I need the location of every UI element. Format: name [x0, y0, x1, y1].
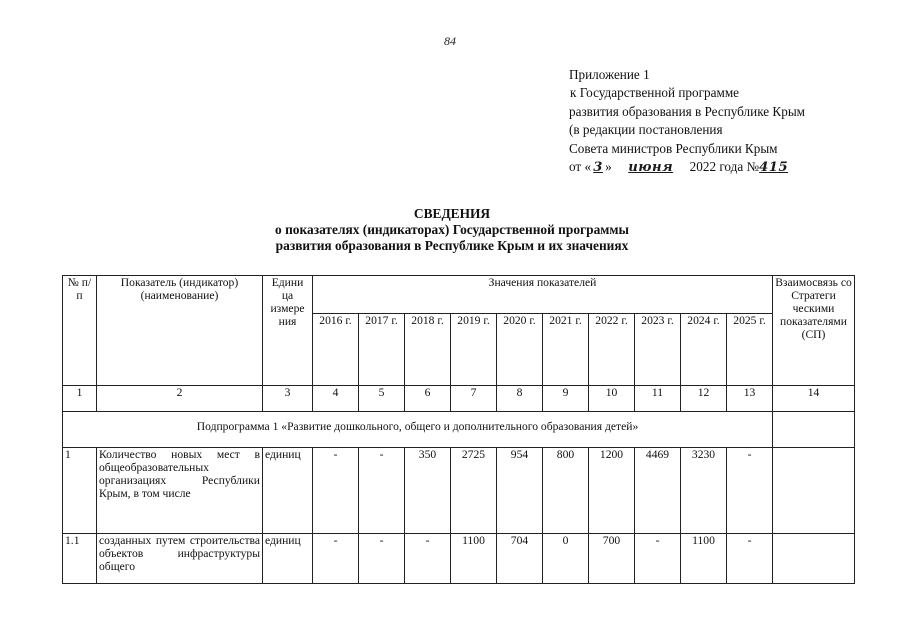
header-year: 2019 г.	[451, 314, 497, 386]
row-value: -	[313, 534, 359, 584]
handwritten-number: 415	[759, 160, 789, 176]
row-value: 0	[543, 534, 589, 584]
row-name: созданных путем строительства объектов инфраструктуры общего	[97, 534, 263, 584]
title-line: о показателях (индикаторах) Государственной программы	[275, 222, 629, 238]
row-value: 350	[405, 448, 451, 534]
indicators-table	[62, 275, 855, 584]
row-value: 3230	[681, 448, 727, 534]
column-number: 11	[635, 386, 681, 412]
appendix-line: Совета министров Республики Крым	[569, 140, 778, 156]
row-num: 1	[63, 448, 97, 534]
row-value: -	[727, 534, 773, 584]
row-unit: единиц	[263, 448, 313, 534]
row-value: -	[359, 534, 405, 584]
table-row	[63, 534, 855, 584]
header-year: 2016 г.	[313, 314, 359, 386]
column-number: 1	[63, 386, 97, 412]
subprogram-row	[63, 412, 855, 448]
appendix-line: Приложение 1	[569, 67, 650, 82]
column-number: 12	[681, 386, 727, 412]
column-number: 13	[727, 386, 773, 412]
column-number: 2	[97, 386, 263, 412]
column-number: 4	[313, 386, 359, 412]
column-number: 9	[543, 386, 589, 412]
header-year: 2025 г.	[727, 314, 773, 386]
title-line: СВЕДЕНИЯ	[413, 206, 491, 221]
appendix-line: (в редакции постановления	[569, 122, 723, 138]
appendix-date-line: от « 3 » июня 2022 года №415	[569, 158, 805, 177]
row-value: 954	[497, 448, 543, 534]
header-year: 2018 г.	[405, 314, 451, 386]
header-num: № п/п	[63, 276, 97, 386]
row-value: 700	[589, 534, 635, 584]
table-row	[63, 448, 855, 534]
handwritten-day: 3	[593, 160, 603, 176]
row-value: 704	[497, 534, 543, 584]
appendix-line: к Государственной программе	[570, 85, 740, 101]
row-value: -	[405, 534, 451, 584]
header-values: Значения показателей	[313, 276, 773, 314]
document-title	[0, 206, 904, 255]
subprogram-link	[773, 412, 855, 448]
row-value: -	[313, 448, 359, 534]
column-number: 7	[451, 386, 497, 412]
row-value: -	[359, 448, 405, 534]
header-link: Взаимосвязь со Стратеги ческими показателями (СП)	[773, 276, 855, 386]
row-unit: единиц	[263, 534, 313, 584]
handwritten-month: июня	[628, 160, 674, 176]
row-num: 1.1	[63, 534, 97, 584]
row-link	[773, 448, 855, 534]
row-name: Количество новых мест в общеобразовательных организациях Республики Крым, в том числе	[97, 448, 263, 534]
header-year: 2020 г.	[497, 314, 543, 386]
column-number-row	[63, 386, 855, 412]
header-year: 2024 г.	[681, 314, 727, 386]
column-number: 10	[589, 386, 635, 412]
row-value: 800	[543, 448, 589, 534]
column-number: 3	[263, 386, 313, 412]
row-value: 1200	[589, 448, 635, 534]
row-link	[773, 534, 855, 584]
column-number: 6	[405, 386, 451, 412]
header-unit: Едини ца измере ния	[263, 276, 313, 386]
row-value: 1100	[451, 534, 497, 584]
header-year: 2021 г.	[543, 314, 589, 386]
row-value: 2725	[451, 448, 497, 534]
row-value: 4469	[635, 448, 681, 534]
row-value: 1100	[681, 534, 727, 584]
header-year: 2023 г.	[635, 314, 681, 386]
subprogram-title: Подпрограмма 1 «Развитие дошкольного, общего и дополнительного образования детей»	[63, 412, 773, 448]
header-indicator: Показатель (индикатор) (наименование)	[97, 276, 263, 386]
column-number: 5	[359, 386, 405, 412]
row-value: -	[727, 448, 773, 534]
appendix-block	[569, 66, 805, 177]
title-line: развития образования в Республике Крым и их значениях	[275, 238, 629, 254]
column-number: 8	[497, 386, 543, 412]
header-year: 2022 г.	[589, 314, 635, 386]
page-number: 84	[444, 34, 456, 48]
column-number: 14	[773, 386, 855, 412]
header-year: 2017 г.	[359, 314, 405, 386]
appendix-line: развития образования в Республике Крым	[569, 103, 806, 119]
row-value: -	[635, 534, 681, 584]
